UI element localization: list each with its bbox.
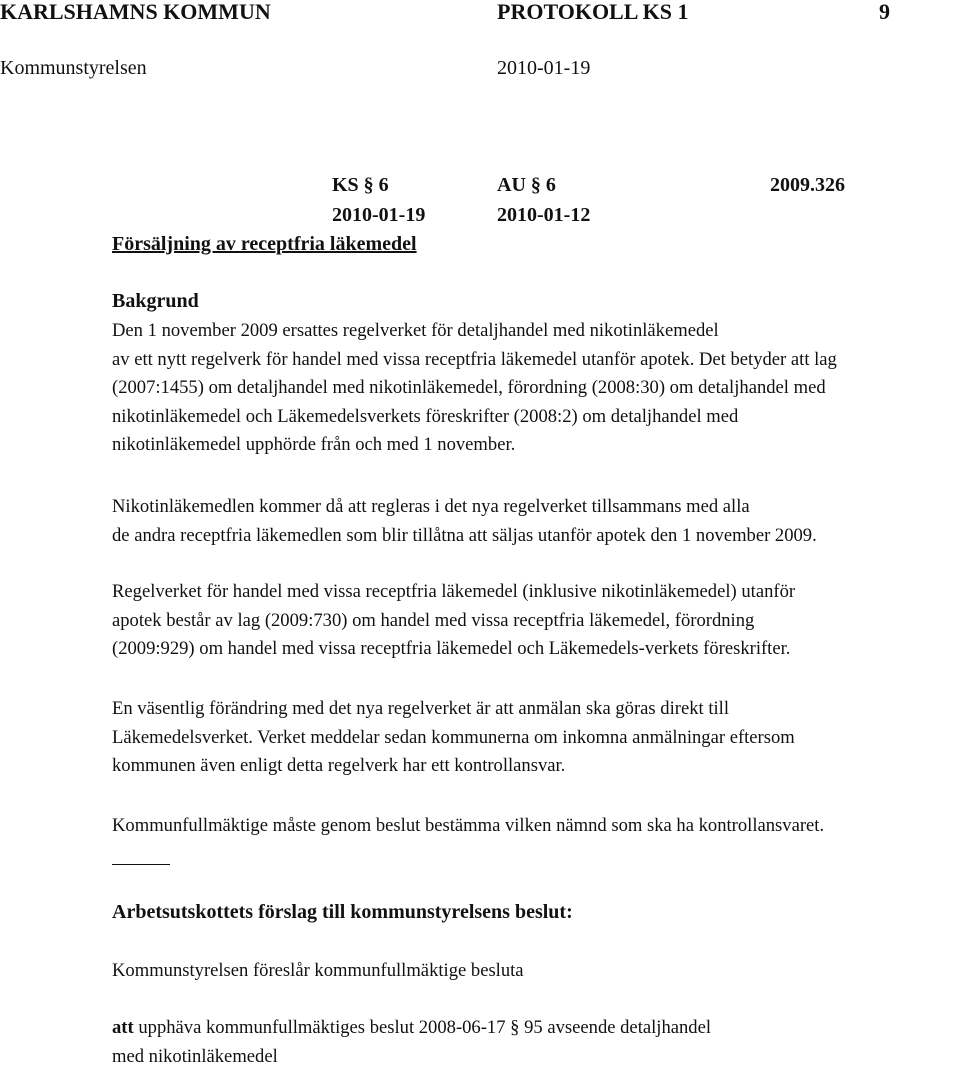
- decision-line-1-text: upphäva kommunfullmäktiges beslut 2008-06-17 § 95 avseende detaljhandel: [138, 1017, 711, 1038]
- proposal-intro: Kommunstyrelsen föreslår kommunfullmäktige besluta: [112, 957, 524, 986]
- decision-text: [112, 1014, 711, 1071]
- paragraph-line: Nikotinläkemedlen kommer då att regleras i det nya regelverket tillsammans med alla: [112, 493, 817, 522]
- case-title: Försäljning av receptfria läkemedel: [112, 233, 417, 256]
- background-line: Den 1 november 2009 ersattes regelverket för detaljhandel med nikotinläkemedel: [112, 317, 837, 346]
- paragraph-line: En väsentlig förändring med det nya regelverket är att anmälan ska göras direkt till: [112, 695, 795, 724]
- paragraph-line: (2009:929) om handel med vissa receptfria läkemedel och Läkemedels-verkets föreskrifter.: [112, 635, 795, 664]
- paragraph-line: Läkemedelsverket. Verket meddelar sedan kommunerna om inkomna anmälningar eftersom: [112, 724, 795, 753]
- paragraph-line: Kommunfullmäktige måste genom beslut bestämma vilken nämnd som ska ha kontrollansvaret.: [112, 812, 824, 841]
- meeting-date: 2010-01-19: [497, 57, 590, 80]
- au-reference: AU § 6: [497, 174, 556, 197]
- paragraph-change: [112, 695, 795, 781]
- paragraph-line: apotek består av lag (2009:730) om handel med vissa receptfria läkemedel, förordning: [112, 607, 795, 636]
- paragraph-line: Regelverket för handel med vissa receptfria läkemedel (inklusive nikotinläkemedel) utanför: [112, 578, 795, 607]
- body-name: Kommunstyrelsen: [0, 57, 147, 80]
- paragraph-nicotine: [112, 493, 817, 550]
- proposal-heading: Arbetsutskottets förslag till kommunstyrelsens beslut:: [112, 901, 573, 924]
- paragraph-line: de andra receptfria läkemedlen som blir tillåtna att säljas utanför apotek den 1 november 2009.: [112, 522, 817, 551]
- page-number: 9: [879, 0, 890, 25]
- protocol-title: PROTOKOLL KS 1: [497, 0, 689, 25]
- separator-line: [112, 864, 170, 865]
- decision-line-1: [112, 1014, 711, 1043]
- decision-keyword: att: [112, 1017, 134, 1038]
- ks-reference: KS § 6: [332, 174, 389, 197]
- background-text: [112, 317, 837, 460]
- background-line: nikotinläkemedel och Läkemedelsverkets föreskrifter (2008:2) om detaljhandel med: [112, 403, 837, 432]
- ks-date: 2010-01-19: [332, 204, 425, 227]
- paragraph-line: kommunen även enligt detta regelverk har ett kontrollansvar.: [112, 752, 795, 781]
- background-heading: Bakgrund: [112, 290, 199, 313]
- case-number: 2009.326: [770, 174, 845, 197]
- municipality-name: KARLSHAMNS KOMMUN: [0, 0, 271, 25]
- background-line: nikotinläkemedel upphörde från och med 1 november.: [112, 431, 837, 460]
- background-line: (2007:1455) om detaljhandel med nikotinläkemedel, förordning (2008:30) om detaljhandel med: [112, 374, 837, 403]
- background-line: av ett nytt regelverk för handel med vissa receptfria läkemedel utanför apotek. Det betyder att lag: [112, 346, 837, 375]
- paragraph-council: [112, 812, 824, 841]
- au-date: 2010-01-12: [497, 204, 590, 227]
- decision-line-2: med nikotinläkemedel: [112, 1043, 711, 1071]
- paragraph-regulations: [112, 578, 795, 664]
